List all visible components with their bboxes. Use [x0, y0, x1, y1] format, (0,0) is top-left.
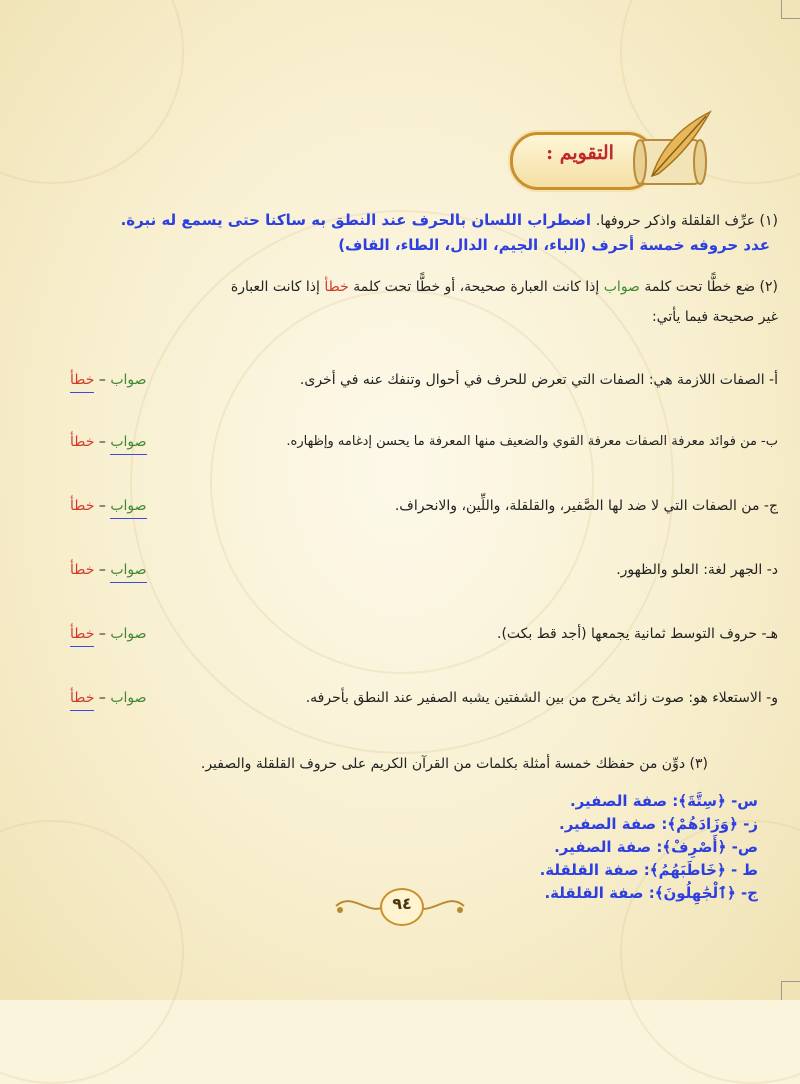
statement-text: ج- من الصفات التي لا ضد لها الصَّفير، والقلقلة، واللِّين، والانحراف.: [394, 498, 778, 514]
wrong-word: خطأ: [324, 279, 349, 295]
choice-wrong[interactable]: خطأ: [70, 434, 95, 450]
choice-wrong[interactable]: خطأ: [70, 626, 94, 647]
list-item: ص- ﴿أَصْرِفْ﴾: صفة الصفير.: [554, 838, 758, 856]
statement-text: و- الاستعلاء هو: صوت زائد يخرج من بين الشفتين يشبه الصفير عند النطق بأحرفه.: [305, 690, 778, 706]
statement-row: [18, 690, 778, 720]
answer-choice[interactable]: [70, 498, 147, 514]
choice-correct[interactable]: صواب: [110, 562, 146, 583]
question-3-prompt: (٣) دوِّن من حفظك خمسة أمثلة بكلمات من القرآن الكريم على حروف القلقلة والصفير.: [200, 756, 708, 772]
statement-text: أ- الصفات اللازمة هي: الصفات التي تعرض للحرف في أحوال وتنفك عنه في أخرى.: [299, 372, 778, 388]
answer-choice[interactable]: [70, 434, 147, 450]
choice-correct[interactable]: صواب: [110, 434, 146, 455]
page-number: ٩٤: [392, 894, 412, 913]
question-1-prompt: (١) عرِّف القلقلة واذكر حروفها.: [595, 213, 778, 229]
choice-wrong[interactable]: خطأ: [70, 498, 95, 514]
background-ornament: [210, 290, 594, 674]
choice-separator: –: [94, 626, 111, 642]
instruction-text: غير صحيحة فيما يأتي:: [651, 309, 778, 325]
list-item: ط - ﴿خَاطَبَهُمُ﴾: صفة القلقلة.: [539, 861, 758, 879]
question-3-answers: [528, 790, 758, 905]
statement-row: [18, 498, 778, 528]
choice-wrong[interactable]: خطأ: [70, 562, 95, 578]
instruction-text: إذا كانت العبارة صحيحة، أو خطًّا تحت كلمة: [348, 279, 604, 295]
choice-separator: –: [94, 690, 111, 706]
statement-row: [18, 372, 778, 402]
background-ornament: [0, 0, 184, 184]
choice-wrong[interactable]: خطأ: [70, 690, 94, 711]
correct-word: صواب: [603, 279, 640, 295]
statement-row: [18, 626, 778, 656]
list-item: س- ﴿سِتَّةَ﴾: صفة الصفير.: [569, 792, 758, 810]
section-header: [510, 128, 710, 192]
choice-correct[interactable]: صواب: [110, 372, 147, 388]
choice-separator: –: [94, 498, 111, 514]
choice-correct[interactable]: صواب: [110, 498, 146, 519]
statement-text: ب- من فوائد معرفة الصفات معرفة القوي والضعيف منها المعرفة ما يحسن إدغامه وإظهاره.: [286, 434, 778, 449]
statement-text: د- الجهر لغة: العلو والظهور.: [616, 562, 778, 578]
answer-choice[interactable]: [70, 690, 147, 706]
quill-scroll-icon: [622, 106, 718, 196]
choice-correct[interactable]: صواب: [110, 690, 147, 706]
choice-separator: –: [94, 372, 111, 388]
list-item: ج- ﴿ٱلْجَٰهِلُونَ﴾: صفة القلقلة.: [544, 884, 758, 902]
crop-mark: [781, 981, 800, 1000]
statement-text: هـ- حروف التوسط ثمانية يجمعها (أجد قط بكت).: [497, 626, 778, 642]
choice-correct[interactable]: صواب: [110, 626, 147, 642]
answer-choice[interactable]: [70, 626, 147, 642]
choice-wrong[interactable]: خطأ: [70, 372, 94, 393]
question-1: [8, 208, 778, 257]
instruction-text: إذا كانت العبارة: [230, 279, 325, 295]
answer-choice[interactable]: [70, 562, 147, 578]
answer-choice[interactable]: [70, 372, 147, 388]
statement-row: [18, 434, 778, 464]
background-ornament: [0, 820, 184, 1084]
choice-separator: –: [94, 434, 111, 450]
question-1-answer: اضطراب اللسان بالحرف عند النطق به ساكنا حتى يسمع له نبرة.: [120, 211, 591, 229]
choice-separator: –: [94, 562, 111, 578]
section-title: التقويم :: [546, 142, 614, 164]
question-2-instructions: [38, 272, 778, 332]
page-number-ornament: [330, 880, 470, 930]
list-item: ز- ﴿وَزَادَهُمْ﴾: صفة الصفير.: [559, 815, 758, 833]
question-1-answer: عدد حروفه خمسة أحرف (الباء، الجيم، الدال، الطاء، القاف): [338, 236, 770, 254]
statement-row: [18, 562, 778, 592]
instruction-text: (٢) ضع خطًّا تحت كلمة: [639, 279, 778, 295]
crop-mark: [781, 0, 800, 19]
